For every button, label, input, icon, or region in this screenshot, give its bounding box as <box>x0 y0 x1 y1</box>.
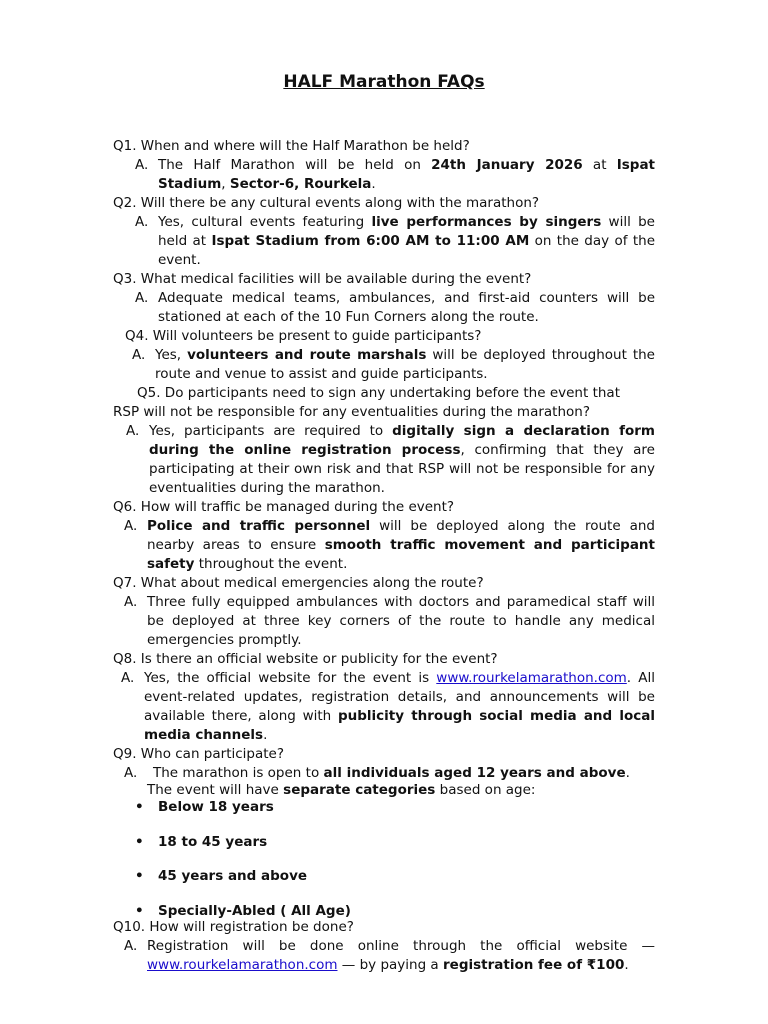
answer-9-line-1: The marathon is open to all individuals aged 12 years and above. <box>153 765 630 781</box>
question-2: Q2. Will there be any cultural events along with the marathon? <box>113 195 540 211</box>
category-item: 45 years and above <box>158 868 308 884</box>
answer-label-4: A. <box>132 347 146 363</box>
question-5-line-1: Q5. Do participants need to sign any undertaking before the event that <box>137 385 620 401</box>
answer-6: Police and traffic personnel will be deployed along the route and nearby areas to ensure smooth traffic movement and participant safety throughout the event. <box>147 518 656 572</box>
bullet-icon: • <box>135 834 144 850</box>
question-4: Q4. Will volunteers be present to guide participants? <box>125 328 482 344</box>
answer-4: Yes, volunteers and route marshals will be deployed throughout the route and venue to assist and guide participants. <box>155 347 655 382</box>
answer-9-line-2: The event will have separate categories based on age: <box>147 782 536 798</box>
answer-label-5: A. <box>126 423 140 439</box>
answer-label-10: A. <box>124 938 138 954</box>
answer-label-7: A. <box>124 594 138 610</box>
answer-8: Yes, the official website for the event is www.rourkelamarathon.com. All event-related updates, registration details, and announcements will be available there, along with publicity through social media and local media channels. <box>144 670 655 743</box>
answer-label-6: A. <box>124 518 138 534</box>
question-6: Q6. How will traffic be managed during the event? <box>113 499 455 515</box>
website-link[interactable]: www.rourkelamarathon.com <box>147 957 338 973</box>
question-5-line-2: RSP will not be responsible for any eventualities during the marathon? <box>113 404 590 420</box>
question-9: Q9. Who can participate? <box>113 746 285 762</box>
answer-label-1: A. <box>135 157 149 173</box>
answer-label-2: A. <box>135 214 149 230</box>
question-3: Q3. What medical facilities will be available during the event? <box>113 271 532 287</box>
answer-5: Yes, participants are required to digitally sign a declaration form during the online registration process, confirming that they are participating at their own risk and that RSP will not be responsible for any eventualities during the marathon. <box>149 423 655 496</box>
bullet-icon: • <box>135 868 144 884</box>
website-link[interactable]: www.rourkelamarathon.com <box>436 670 627 686</box>
answer-10: Registration will be done online through the official website — www.rourkelamarathon.com — by paying a registration fee of ₹100. <box>147 938 655 973</box>
question-7: Q7. What about medical emergencies along the route? <box>113 575 484 591</box>
answer-7: Three fully equipped ambulances with doctors and paramedical staff will be deployed at three key corners of the route to handle any medical emergencies promptly. <box>147 594 655 648</box>
question-10: Q10. How will registration be done? <box>113 919 354 935</box>
answer-label-8: A. <box>121 670 135 686</box>
bullet-icon: • <box>135 799 144 815</box>
answer-3: Adequate medical teams, ambulances, and first-aid counters will be stationed at each of the 10 Fun Corners along the route. <box>158 290 655 325</box>
answer-label-9: A. <box>124 765 138 781</box>
category-item: Below 18 years <box>158 799 274 815</box>
question-1: Q1. When and where will the Half Marathon be held? <box>113 138 470 154</box>
answer-label-3: A. <box>135 290 149 306</box>
question-8: Q8. Is there an official website or publicity for the event? <box>113 651 498 667</box>
category-item: Specially-Abled ( All Age) <box>158 903 351 919</box>
answer-1: The Half Marathon will be held on 24th January 2026 at Ispat Stadium, Sector-6, Rourkela. <box>158 157 656 192</box>
category-item: 18 to 45 years <box>158 834 268 850</box>
answer-2: Yes, cultural events featuring live performances by singers will be held at Ispat Stadium from 6:00 AM to 11:00 AM on the day of the event. <box>158 214 656 268</box>
bullet-icon: • <box>135 903 144 919</box>
page-title: HALF Marathon FAQs <box>283 72 485 92</box>
